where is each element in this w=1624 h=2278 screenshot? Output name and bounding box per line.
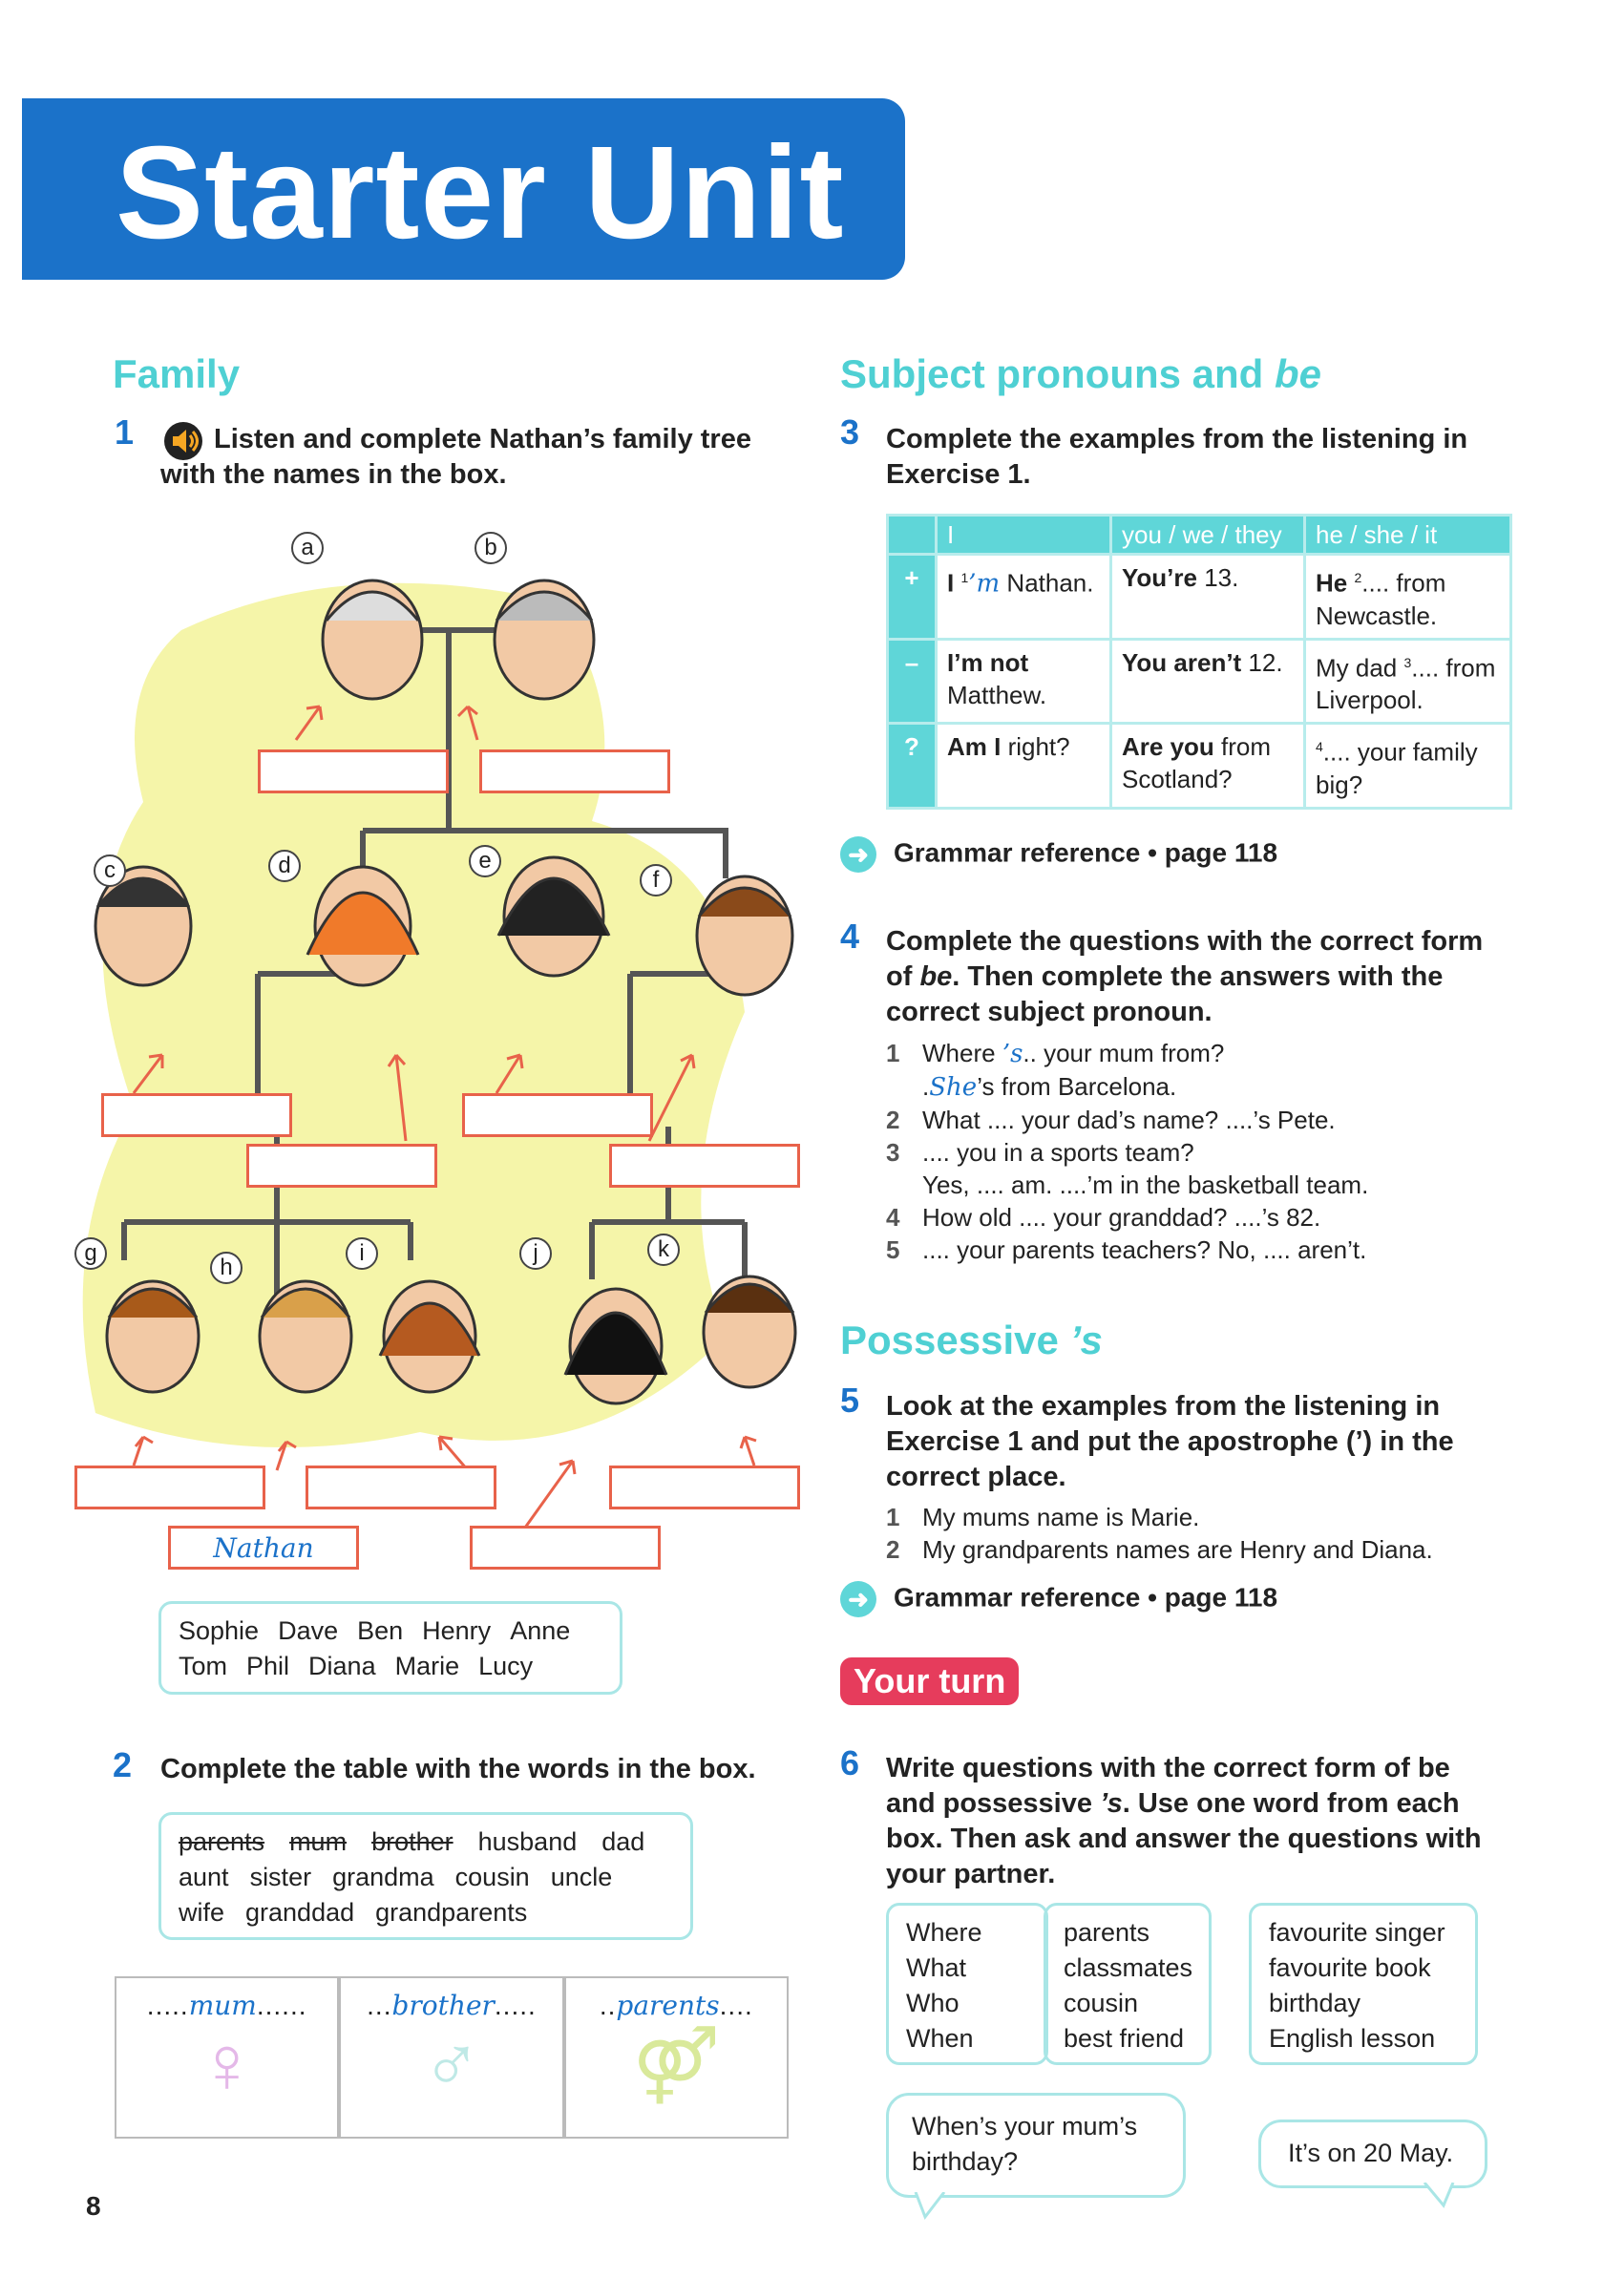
answer: ’s <box>1002 1040 1023 1068</box>
item-number: 1 <box>886 1503 900 1531</box>
arrow-right-icon: ➜ <box>840 1581 876 1617</box>
your-turn-badge: Your turn <box>840 1657 1019 1705</box>
word: uncle <box>550 1863 613 1891</box>
col-header-you: you / we / they <box>1111 516 1305 555</box>
both-cell[interactable] <box>564 1976 789 2139</box>
ex4-item-4[interactable]: 4 How old .... your granddad? ....’s 82. <box>886 1203 1321 1232</box>
bubble-tail-icon <box>912 2192 950 2221</box>
word: Where <box>906 1918 982 1947</box>
text: your mum from? <box>1036 1039 1225 1067</box>
name-word: Anne <box>510 1616 571 1645</box>
exercise-5-number: 5 <box>840 1381 860 1420</box>
text: you in a sports team? <box>949 1138 1194 1167</box>
bold-text: I <box>947 568 955 598</box>
item-number: 2 <box>886 1535 900 1564</box>
text: 12. <box>1241 647 1283 677</box>
things-words-box <box>1249 1903 1478 2065</box>
bold-text: I’m not <box>947 647 1029 677</box>
speech-bubble-question: When’s your mum’s birthday? <box>886 2093 1186 2198</box>
answer-box-a[interactable] <box>258 749 449 793</box>
text: your parents teachers? No, <box>949 1235 1263 1264</box>
word: wife <box>179 1898 225 1927</box>
bold-text: He <box>1316 568 1348 598</box>
tree-letter-h: h <box>210 1252 243 1284</box>
male-cell[interactable] <box>339 1976 563 2139</box>
bold-text: Are you <box>1122 732 1214 762</box>
instruction-text: Write questions with the correct form of be and possessive <box>886 1753 1450 1819</box>
word: grandma <box>332 1863 434 1891</box>
names-box <box>158 1601 622 1695</box>
bold-text: Am I <box>947 732 1002 762</box>
question-words-box <box>886 1903 1048 2065</box>
cell <box>937 639 1111 724</box>
name-word: Sophie <box>179 1616 260 1645</box>
word: birthday <box>1269 1989 1361 2017</box>
names-row-2 <box>179 1649 602 1684</box>
item-number: 1 <box>886 1039 900 1067</box>
pronoun-table <box>886 514 1512 810</box>
name-word: Marie <box>394 1652 460 1680</box>
instruction-em: be <box>919 961 953 992</box>
answer-box-g[interactable] <box>74 1466 265 1509</box>
text: aren’t. <box>1290 1235 1367 1264</box>
answer-box-j[interactable] <box>470 1526 661 1570</box>
people-words-box <box>1044 1903 1212 2065</box>
name-word: Dave <box>278 1616 339 1645</box>
female-answer-line: .....mum...... <box>146 1990 307 2021</box>
tree-letter-k: k <box>647 1234 680 1266</box>
arrow-right-icon: ➜ <box>840 836 876 873</box>
answer-box-i[interactable] <box>306 1466 496 1509</box>
tree-letter-d: d <box>268 850 301 882</box>
text: your granddad? <box>1046 1203 1234 1232</box>
title-banner <box>22 98 905 280</box>
row-positive <box>888 555 1511 640</box>
word: grandparents <box>375 1898 528 1927</box>
both-symbol-icon: ⚤ <box>632 2022 721 2106</box>
ex5-item-2[interactable] <box>886 1533 1516 1566</box>
word: When <box>906 2024 974 2053</box>
instruction-em: ’s <box>1100 1788 1123 1819</box>
word: aunt <box>179 1863 229 1891</box>
cell <box>1111 639 1305 724</box>
item-number: 5 <box>886 1235 900 1264</box>
cell <box>1111 555 1305 640</box>
answer-nathan: Nathan <box>213 1531 314 1564</box>
row-question <box>888 724 1511 809</box>
col-header-he: he / she / it <box>1305 516 1511 555</box>
item-number: 4 <box>886 1203 900 1232</box>
cell <box>937 724 1111 809</box>
text: ’s 82. <box>1261 1203 1321 1232</box>
answer-m: ’m <box>968 569 1001 599</box>
page-number: 8 <box>86 2191 101 2221</box>
exercise-4-instruction <box>886 924 1507 1030</box>
cell[interactable]: He $^2$.... from Newcastle. <box>1305 555 1511 640</box>
gap-number: 1 <box>960 570 969 585</box>
text: Nathan. <box>1000 568 1094 598</box>
ex4-item-3[interactable]: 3 .... you in a sports team? <box>886 1138 1194 1167</box>
answer-box-c[interactable] <box>101 1093 292 1137</box>
exercise-6-number: 6 <box>840 1743 860 1782</box>
sign-question: ? <box>888 724 937 809</box>
item-number: 3 <box>886 1138 900 1167</box>
possessive-heading <box>840 1318 1103 1363</box>
bubble-tail-icon <box>1421 2183 1459 2211</box>
gender-table <box>115 1976 789 2139</box>
tree-letter-f: f <box>640 864 672 896</box>
words-box <box>158 1812 693 1940</box>
gap-number: 4 <box>1316 739 1323 755</box>
text: Matthew. <box>947 680 1047 709</box>
name-word: Phil <box>246 1652 290 1680</box>
word: granddad <box>245 1898 355 1927</box>
family-heading: Family <box>113 351 241 396</box>
text: right? <box>1001 732 1070 762</box>
both-answer-line: ..parents.... <box>599 1990 753 2021</box>
answer-box-h[interactable] <box>168 1526 359 1570</box>
exercise-5-instruction: Look at the examples from the listening in Exercise 1 and put the apostrophe (’) in the correct place. <box>886 1391 1454 1492</box>
crossed-word: brother <box>371 1827 453 1856</box>
exercise-2-number: 2 <box>113 1745 133 1784</box>
header-corner <box>888 516 937 555</box>
grammar-reference-text: Grammar reference • page 118 <box>894 1582 1278 1613</box>
page-title: Starter Unit <box>116 119 845 266</box>
exercise-6-instruction <box>886 1751 1507 1892</box>
ex5-item-1[interactable] <box>886 1501 1516 1533</box>
answer: She <box>929 1073 978 1102</box>
answer-box-d[interactable] <box>246 1144 437 1188</box>
name-word: Tom <box>179 1652 228 1680</box>
cell[interactable]: My dad $^3$.... from Liverpool. <box>1305 639 1511 724</box>
answer-box-e[interactable] <box>462 1093 653 1137</box>
col-header-i: I <box>937 516 1111 555</box>
answer-box-k[interactable] <box>609 1466 800 1509</box>
exercise-1-instruction: Listen and complete Nathan’s family tree with the names in the box. <box>160 424 751 490</box>
cell[interactable]: $^4$.... your family big? <box>1305 724 1511 809</box>
text: ’s Pete. <box>1253 1106 1336 1134</box>
text: Where <box>922 1039 1002 1067</box>
crossed-word: parents <box>179 1827 265 1856</box>
tree-letter-j: j <box>519 1237 552 1270</box>
word: parents <box>1064 1918 1150 1947</box>
text: your family big? <box>1316 737 1478 799</box>
name-word: Henry <box>422 1616 492 1645</box>
sign-plus: + <box>888 555 937 640</box>
ex4-item-1-answer[interactable]: .She’s from Barcelona. <box>922 1072 1177 1102</box>
exercise-5-items <box>886 1501 1516 1566</box>
item-number: 2 <box>886 1106 900 1134</box>
word: classmates <box>1064 1953 1193 1982</box>
grammar-reference-1[interactable] <box>840 836 1277 873</box>
text: Yes, <box>922 1171 977 1199</box>
male-answer-line: ...brother..... <box>367 1990 537 2021</box>
gap-number: 2 <box>1354 570 1362 585</box>
pronouns-heading-text: Subject pronouns and <box>840 351 1264 396</box>
name-word: Diana <box>308 1652 376 1680</box>
tree-letter-a: a <box>291 532 324 564</box>
word: dad <box>601 1827 645 1856</box>
tree-letter-b: b <box>475 532 507 564</box>
speech-bubble-answer: It’s on 20 May. <box>1258 2120 1487 2188</box>
possessive-heading-text: Possessive <box>840 1318 1059 1362</box>
text: from Scotland? <box>1122 732 1272 794</box>
female-cell[interactable] <box>115 1976 339 2139</box>
crossed-word: mum <box>289 1827 348 1856</box>
answer-parents: parents <box>616 1990 720 2021</box>
answer-box-b[interactable] <box>479 749 670 793</box>
name-word: Ben <box>357 1616 404 1645</box>
answer-brother: brother <box>391 1990 495 2021</box>
instruction-text: . Use one word from each box. Then ask and answer the questions with your partner. <box>886 1788 1482 1889</box>
text: What <box>922 1106 987 1134</box>
names-row-1 <box>179 1614 602 1649</box>
possessive-heading-em: ’s <box>1069 1318 1103 1362</box>
words-row-2 <box>179 1860 673 1895</box>
text: 13. <box>1196 563 1239 592</box>
ex4-item-3-answer[interactable]: Yes, .... am. ....’m in the basketball team. <box>922 1171 1369 1199</box>
cell <box>937 555 1111 640</box>
pronoun-header-row <box>888 516 1511 555</box>
name-word: Lucy <box>478 1652 534 1680</box>
text: My dad <box>1316 653 1398 683</box>
word: best friend <box>1064 2024 1185 2053</box>
bold-text: You aren’t <box>1122 647 1242 677</box>
answer-mum: mum <box>188 1990 257 2021</box>
male-symbol-icon: ♂ <box>421 2019 482 2109</box>
text: from Liverpool. <box>1316 653 1496 715</box>
exercise-4-number: 4 <box>840 917 860 956</box>
exercise-2-instruction: Complete the table with the words in the box. <box>160 1754 756 1784</box>
text: My mums name is Marie. <box>922 1503 1200 1531</box>
word: favourite singer <box>1269 1918 1445 1947</box>
ex4-item-2[interactable]: 2 What .... your dad’s name? ....’s Pete. <box>886 1106 1336 1134</box>
female-symbol-icon: ♀ <box>197 2019 258 2109</box>
ex4-item-1[interactable]: 1 Where ’s.. your mum from? <box>886 1039 1225 1068</box>
word: favourite book <box>1269 1953 1431 1982</box>
exercise-1-number: 1 <box>115 412 135 452</box>
bold-text: You’re <box>1122 563 1197 592</box>
sign-minus: – <box>888 639 937 724</box>
grammar-reference-2[interactable] <box>840 1581 1277 1617</box>
text: am. <box>1003 1171 1060 1199</box>
cell <box>1111 724 1305 809</box>
words-row-3 <box>179 1895 673 1930</box>
row-negative <box>888 639 1511 724</box>
pronouns-heading-em: be <box>1275 351 1322 396</box>
word: sister <box>249 1863 312 1891</box>
tree-letter-c: c <box>94 854 126 887</box>
text: your dad’s name? <box>1014 1106 1226 1134</box>
text: How old <box>922 1203 1020 1232</box>
ex4-item-5[interactable]: 5 .... your parents teachers? No, .... aren’t. <box>886 1235 1367 1264</box>
word: English lesson <box>1269 2024 1436 2053</box>
gap-number: 3 <box>1403 654 1412 670</box>
word: cousin <box>1064 1989 1139 2017</box>
grammar-reference-text: Grammar reference • page 118 <box>894 837 1278 868</box>
instruction-text: Complete the questions with the correct form of <box>886 926 1484 992</box>
pronouns-heading <box>840 351 1321 397</box>
word: What <box>906 1953 967 1982</box>
word: husband <box>477 1827 578 1856</box>
text: ’m in the basketball team. <box>1086 1171 1369 1199</box>
word: cousin <box>454 1863 530 1891</box>
instruction-text: . Then complete the answers with the correct subject pronoun. <box>886 961 1444 1027</box>
answer-box-f[interactable] <box>609 1144 800 1188</box>
exercise-3-instruction: Complete the examples from the listening in Exercise 1. <box>886 424 1468 490</box>
tree-letter-e: e <box>469 845 501 877</box>
tree-letter-i: i <box>346 1237 378 1270</box>
words-row-1 <box>179 1825 673 1860</box>
word: Who <box>906 1989 960 2017</box>
exercise-3-number: 3 <box>840 412 860 452</box>
tree-drawing <box>57 516 821 1585</box>
text: from Newcastle. <box>1316 568 1446 630</box>
exercise-4-items <box>886 1037 1516 1266</box>
tree-letter-g: g <box>74 1237 107 1270</box>
text: ’s from Barcelona. <box>977 1072 1177 1101</box>
text: My grandparents names are Henry and Diana. <box>922 1535 1433 1564</box>
family-tree <box>57 516 821 1585</box>
